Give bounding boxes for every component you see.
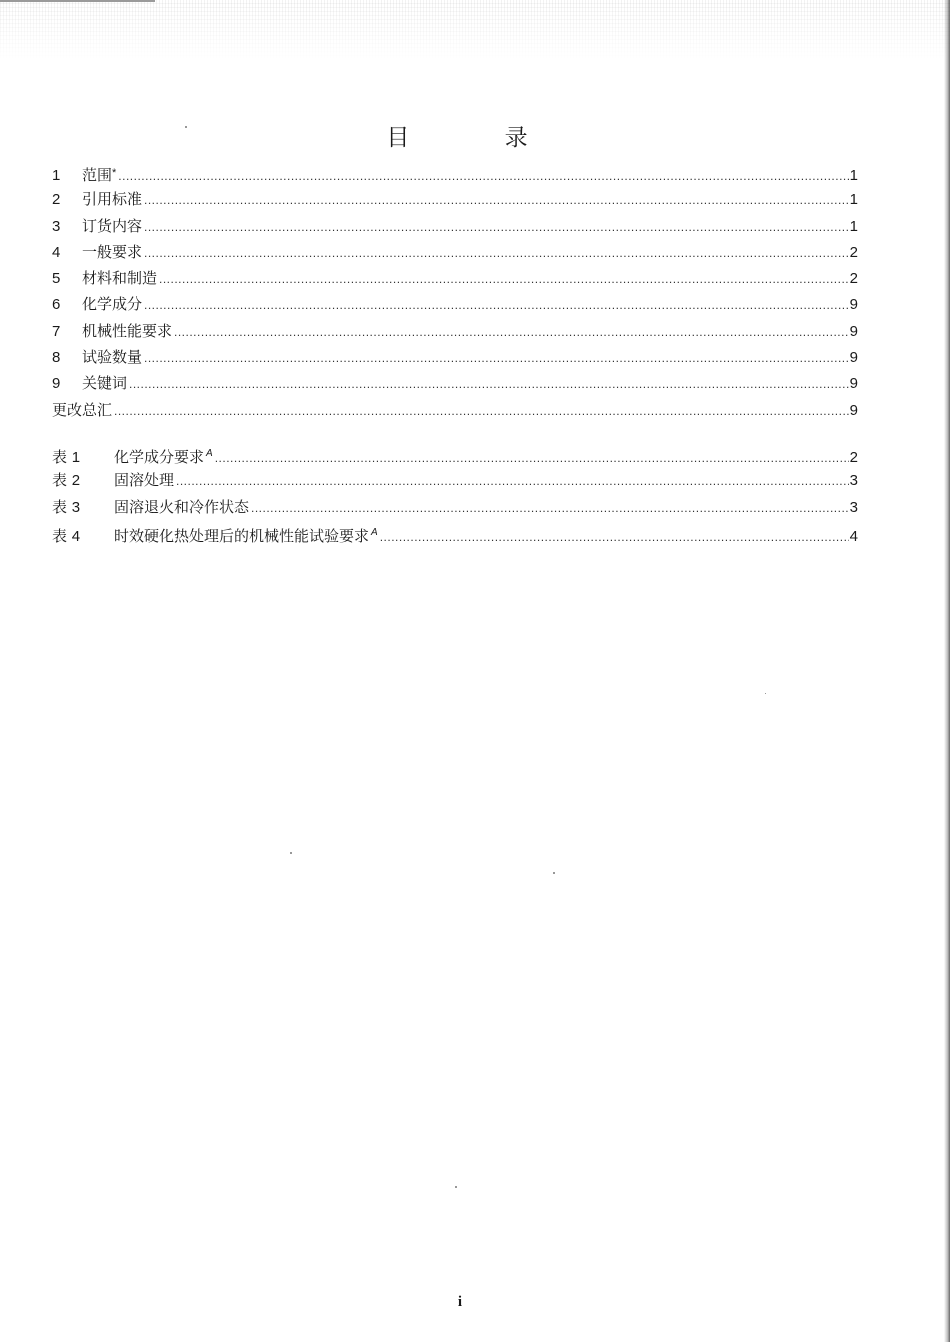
- toc-entry-number: 5: [52, 270, 61, 288]
- dot-leader: [144, 214, 849, 240]
- toc-entry-6[interactable]: [52, 291, 858, 317]
- footnote-superscript: A: [371, 526, 378, 538]
- toc-entry-page: 1: [849, 167, 858, 184]
- toc-entry-page: 9: [849, 322, 858, 340]
- footnote-superscript: A: [206, 447, 213, 459]
- scan-noise-top: [0, 0, 950, 60]
- toc-entry-4[interactable]: [52, 239, 858, 265]
- toc-entry-label: 试验数量: [82, 348, 143, 367]
- toc-entry-5[interactable]: [52, 265, 858, 291]
- dot-leader: [174, 319, 849, 345]
- toc-entry-page: 2: [849, 448, 858, 466]
- toc-table-entry-2[interactable]: [52, 467, 858, 493]
- toc-entry-change-summary[interactable]: [52, 397, 858, 423]
- toc-entry-number: 3: [52, 217, 61, 235]
- toc-entry-page: 1: [849, 217, 858, 235]
- toc-table-label: 时效硬化热处理后的机械性能试验要求 $^A$: [114, 526, 378, 545]
- toc-entry-number: 4: [52, 243, 61, 261]
- toc-entry-number: 9: [52, 375, 61, 393]
- dot-leader: [144, 345, 849, 371]
- dot-leader: [118, 163, 848, 189]
- toc-table-entry-1[interactable]: [52, 441, 858, 467]
- scan-speck: [765, 693, 766, 694]
- toc-entry-page: 9: [849, 401, 858, 419]
- toc-entry-7[interactable]: [52, 318, 858, 344]
- toc-entry-label: 更改总汇: [52, 400, 113, 419]
- toc-entry-number: 7: [52, 322, 61, 340]
- scan-speck: [185, 126, 187, 128]
- toc-entry-2[interactable]: [52, 186, 858, 212]
- toc-entry-page: 9: [849, 375, 858, 393]
- toc-spacer: [52, 423, 858, 441]
- dot-leader: [251, 495, 849, 521]
- toc-table-number: 表 1: [52, 447, 81, 466]
- toc-entry-page: 1: [849, 191, 858, 209]
- toc-table-number: 表 3: [52, 497, 81, 516]
- toc-table-number: 表 2: [52, 471, 81, 490]
- dot-leader: [144, 292, 849, 318]
- toc-entry-page: 9: [849, 349, 858, 367]
- toc-table-entry-3[interactable]: [52, 494, 858, 520]
- toc-entry-label: 订货内容: [82, 216, 143, 235]
- dot-leader: [144, 187, 849, 213]
- toc-entry-label: 关键词: [82, 374, 128, 393]
- table-of-contents: [52, 160, 858, 546]
- toc-entry-page: 9: [849, 296, 858, 314]
- toc-entry-page: 3: [849, 472, 858, 490]
- scan-speck: [553, 872, 555, 874]
- toc-entry-number: 1: [52, 167, 61, 184]
- toc-entry-page: 2: [849, 270, 858, 288]
- toc-entry-9[interactable]: [52, 370, 858, 396]
- dot-leader: [114, 398, 849, 424]
- dot-leader: [159, 266, 849, 292]
- toc-entry-label: 一般要求: [82, 242, 143, 261]
- toc-entry-number: 6: [52, 296, 61, 314]
- page-title: 目 录: [386, 125, 572, 152]
- toc-entry-8[interactable]: [52, 344, 858, 370]
- toc-entry-label: 材料和制造: [82, 269, 158, 288]
- scan-edge-right: [944, 0, 950, 1342]
- toc-table-label: 固溶退火和冷作状态: [114, 497, 250, 516]
- dot-leader: [129, 371, 849, 397]
- scan-speck: [455, 1186, 457, 1188]
- toc-table-number: 表 4: [52, 526, 81, 545]
- toc-table-label: 固溶处理: [114, 471, 175, 490]
- dot-leader: [176, 468, 849, 494]
- toc-entry-number: 8: [52, 349, 61, 367]
- toc-entry-label: 机械性能要求: [82, 321, 173, 340]
- toc-entry-3[interactable]: [52, 213, 858, 239]
- scan-edge-line: [0, 0, 155, 2]
- toc-entry-label: 化学成分: [82, 295, 143, 314]
- page-number: i: [457, 1294, 463, 1310]
- toc-table-entry-4[interactable]: [52, 520, 858, 546]
- toc-entry-1[interactable]: [52, 160, 858, 186]
- toc-entry-label: 范围*: [82, 166, 117, 184]
- dot-leader: [380, 524, 849, 550]
- toc-entry-number: 2: [52, 191, 61, 209]
- toc-entry-page: 3: [849, 498, 858, 516]
- footnote-marker: *: [112, 167, 117, 179]
- scan-speck: [290, 852, 292, 854]
- toc-entry-label: 引用标准: [82, 190, 143, 209]
- toc-entry-page: 2: [849, 243, 858, 261]
- toc-table-label: 化学成分要求 $^A$: [114, 447, 213, 466]
- toc-entry-page: 4: [849, 527, 858, 545]
- dot-leader: [144, 240, 849, 266]
